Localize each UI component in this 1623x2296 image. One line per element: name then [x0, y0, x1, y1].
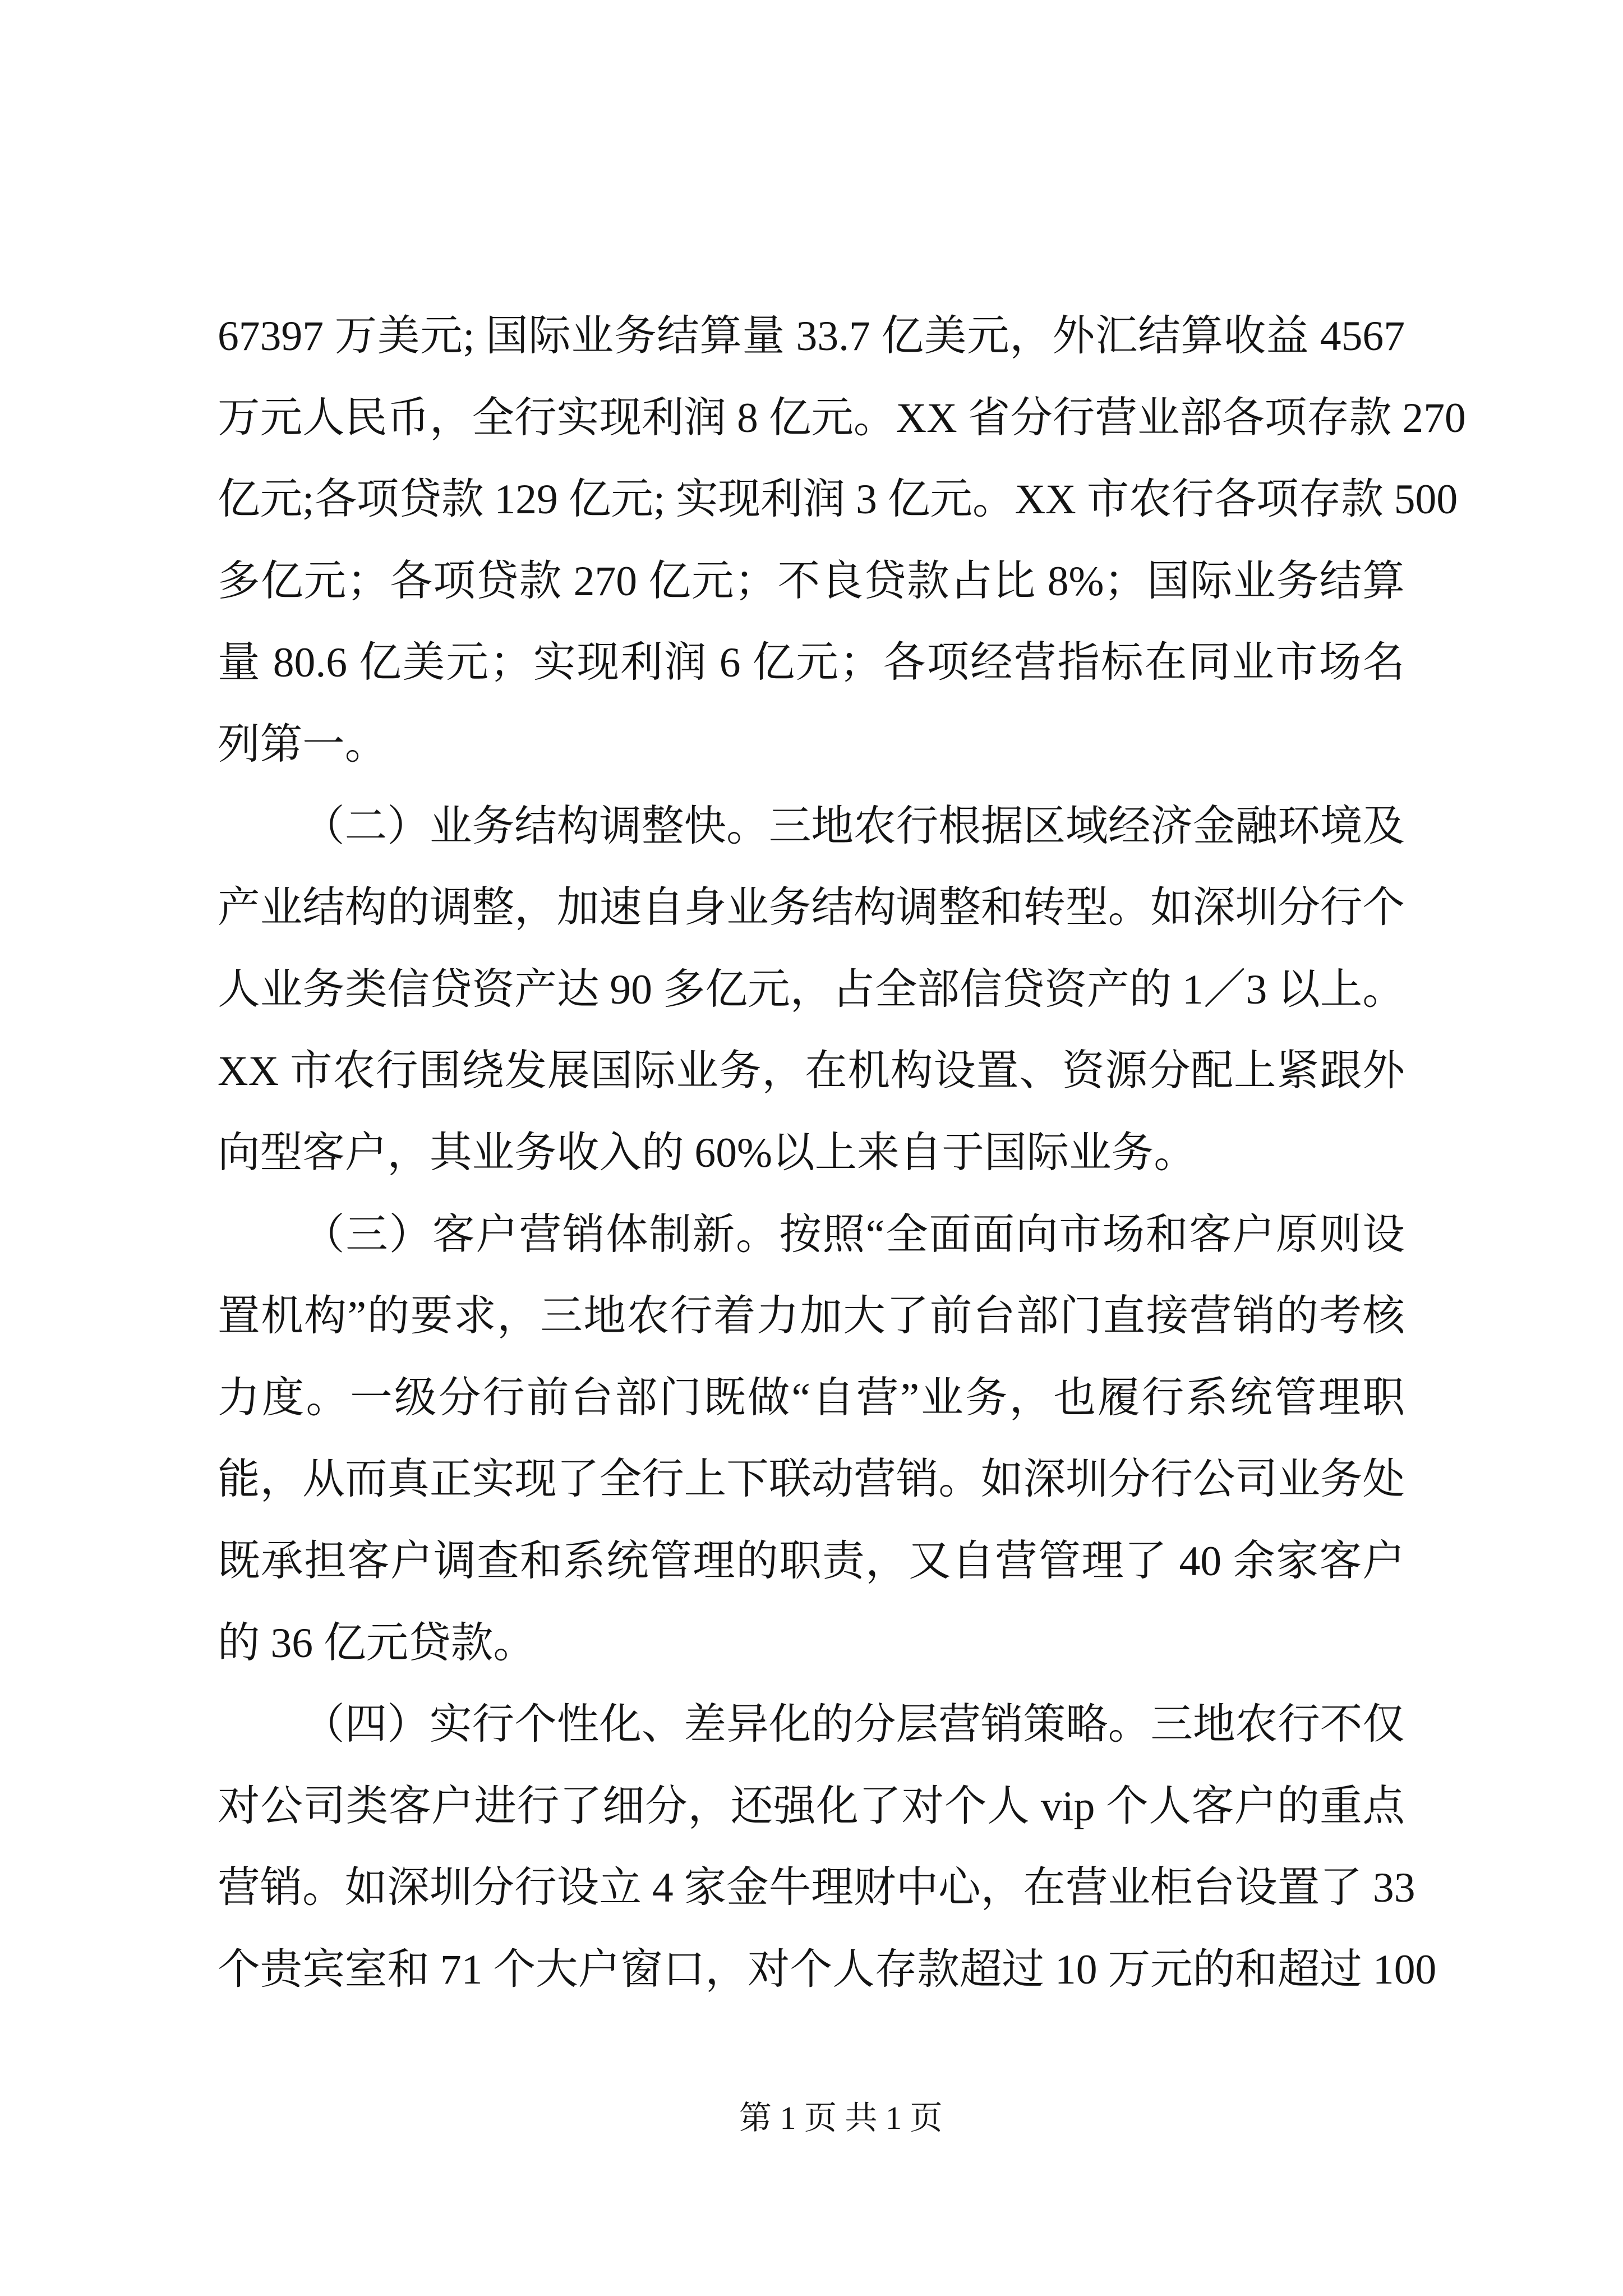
text-line: 万元人民币，全行实现利润 8 亿元。XX 省分行营业部各项存款 270	[218, 394, 1466, 441]
text-line: 置机构”的要求，三地农行着力加大了前台部门直接营销的考核	[218, 1293, 1405, 1340]
document-body	[218, 296, 1466, 2010]
text-line: （三）客户营销体制新。按照“全面面向市场和客户原则设	[302, 1211, 1405, 1258]
text-line: 个贵宾室和 71 个大户窗口，对个人存款超过 10 万元的和超过 100	[218, 1946, 1437, 1993]
text-line: 对公司类客户进行了细分，还强化了对个人 vip 个人客户的重点	[218, 1783, 1405, 1830]
text-line: 量 80.6 亿美元；实现利润 6 亿元；各项经营指标在同业市场名	[218, 639, 1405, 687]
text-line: 营销。如深圳分行设立 4 家金牛理财中心，在营业柜台设置了 33	[218, 1865, 1415, 1912]
paragraph-4	[218, 1684, 1437, 2010]
text-line: 列第一。	[218, 721, 388, 768]
text-line: 产业结构的调整，加速自身业务结构调整和转型。如深圳分行个	[218, 885, 1405, 932]
text-line: 多亿元；各项贷款 270 亿元；不良贷款占比 8%；国际业务结算	[218, 558, 1405, 605]
text-line: 既承担客户调查和系统管理的职责，又自营管理了 40 余家客户	[218, 1538, 1405, 1585]
paragraph-3	[218, 1194, 1405, 1685]
text-line: 向型客户，其业务收入的 60%以上来自于国际业务。	[218, 1129, 1196, 1176]
text-line: 能，从而真正实现了全行上下联动营销。如深圳分行公司业务处	[218, 1456, 1405, 1503]
text-line: 的 36 亿元贷款。	[218, 1619, 536, 1667]
text-line: XX 市农行围绕发展国际业务，在机构设置、资源分配上紧跟外	[218, 1048, 1405, 1095]
paragraph-2	[218, 786, 1405, 1194]
text-line: 人业务类信贷资产达 90 多亿元，占全部信贷资产的 1／3 以上。	[218, 966, 1405, 1013]
page-footer: 第 1 页 共 1 页	[739, 2100, 943, 2136]
text-line: 亿元;各项贷款 129 亿元; 实现利润 3 亿元。XX 市农行各项存款 500	[218, 476, 1458, 523]
text-line: （二）业务结构调整快。三地农行根据区域经济金融环境及	[302, 803, 1405, 850]
text-line: 力度。一级分行前台部门既做“自营”业务，也履行系统管理职	[218, 1374, 1405, 1421]
text-line: 67397 万美元; 国际业务结算量 33.7 亿美元，外汇结算收益 4567	[218, 313, 1405, 360]
text-line: （四）实行个性化、差异化的分层营销策略。三地农行不仅	[302, 1701, 1405, 1749]
paragraph-1	[218, 296, 1466, 786]
